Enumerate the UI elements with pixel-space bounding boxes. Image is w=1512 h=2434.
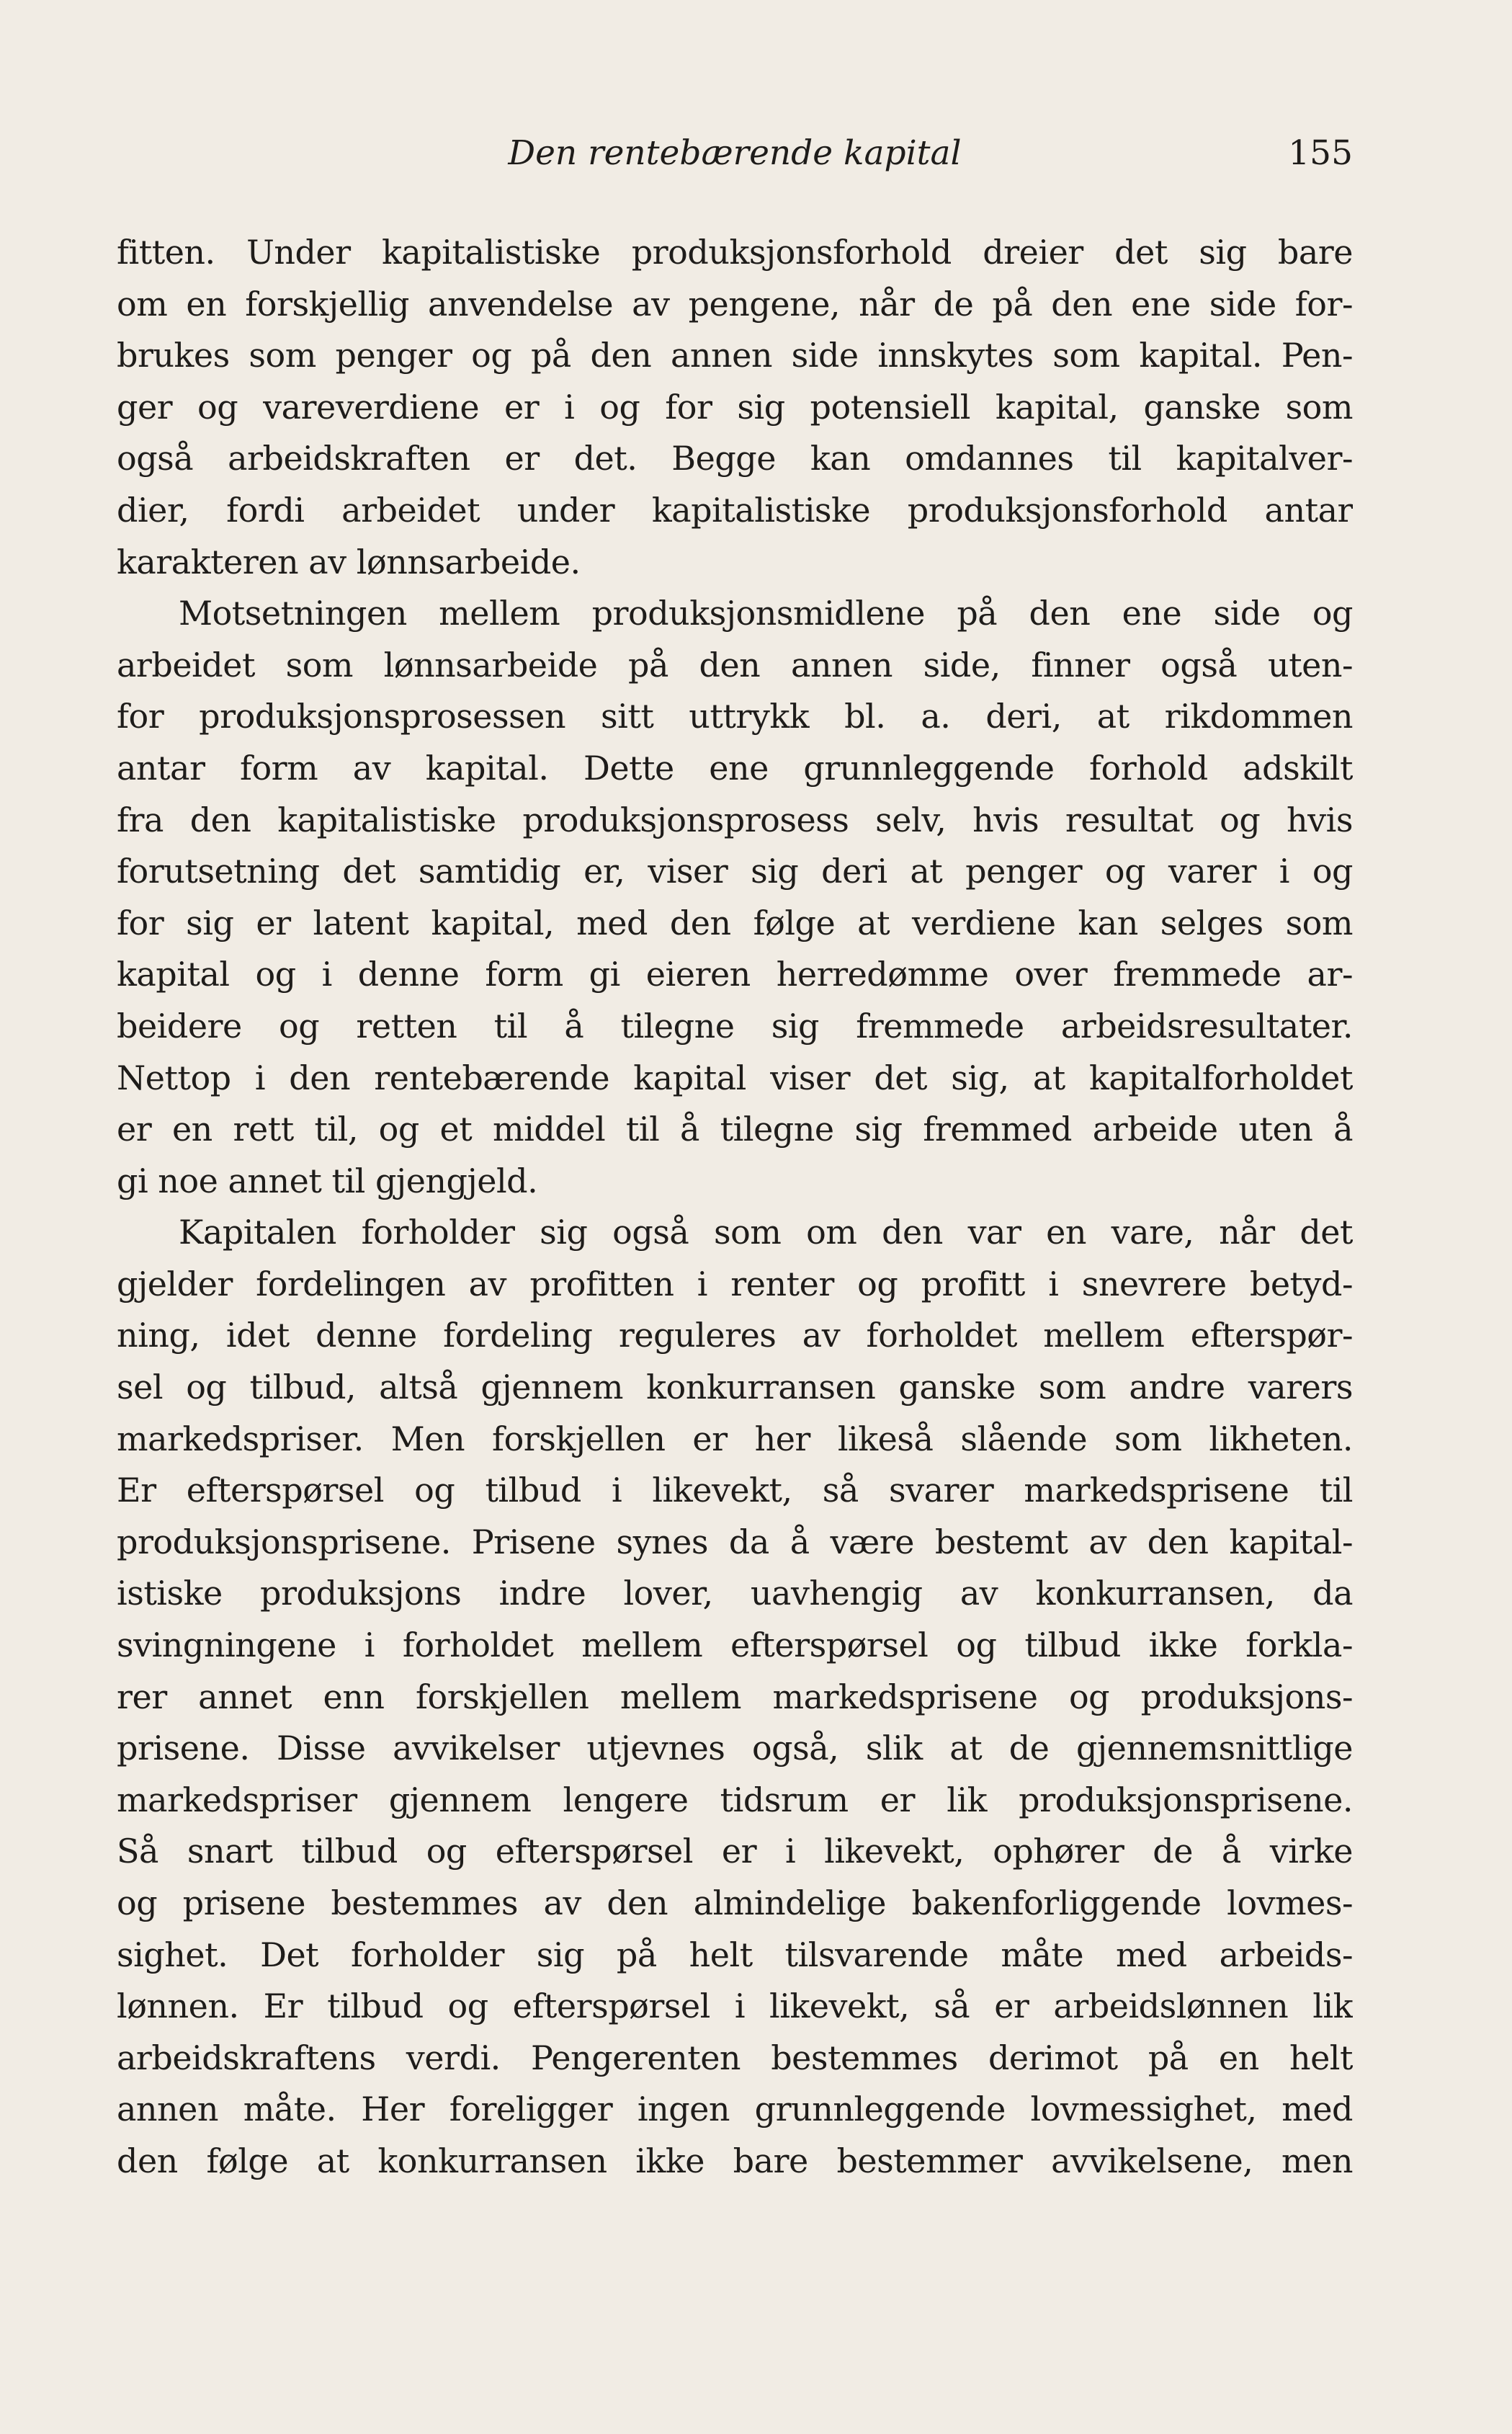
text-line: Kapitalen forholder sig også som om den var en vare, når det: [179, 1213, 1353, 1252]
text-line: Så snart tilbud og efterspørsel er i likevekt, ophører de å virke: [117, 1832, 1353, 1871]
text-line: kapital og i denne form gi eieren herredømme over fremmede ar-: [117, 955, 1353, 994]
body-text: [117, 227, 1353, 2188]
text-line: arbeidet som lønnsarbeide på den annen side, finner også uten-: [117, 645, 1353, 685]
text-line: Er efterspørsel og tilbud i likevekt, så svarer markedsprisene til: [117, 1471, 1353, 1510]
text-line: om en forskjellig anvendelse av pengene, når de på den ene side for-: [117, 284, 1353, 324]
text-line: arbeidskraftens verdi. Pengerenten bestemmes derimot på en helt: [117, 2038, 1353, 2077]
text-line: svingningene i forholdet mellem efterspørsel og tilbud ikke forkla-: [117, 1626, 1353, 1665]
text-line: annen måte. Her foreligger ingen grunnleggende lovmessighet, med: [117, 2090, 1353, 2129]
chapter-title: Den rentebærende kapital: [508, 133, 962, 173]
text-line: markedspriser gjennem lengere tidsrum er lik produksjonsprisene.: [117, 1780, 1353, 1819]
text-line: ning, idet denne fordeling reguleres av forholdet mellem efterspør-: [117, 1316, 1353, 1355]
text-line: dier, fordi arbeidet under kapitalistiske produksjonsforhold antar: [117, 490, 1353, 530]
text-line: lønnen. Er tilbud og efterspørsel i likevekt, så er arbeidslønnen lik: [117, 1987, 1353, 2026]
text-line: ger og vareverdiene er i og for sig potensiell kapital, ganske som: [117, 387, 1353, 427]
text-line: også arbeidskraften er det. Begge kan omdannes til kapitalver-: [117, 439, 1353, 478]
text-line: gi noe annet til gjengjeld.: [117, 1161, 538, 1200]
text-line: brukes som penger og på den annen side innskytes som kapital. Pen-: [117, 336, 1353, 375]
text-line: Nettop i den rentebærende kapital viser det sig, at kapitalforholdet: [117, 1058, 1353, 1097]
text-line: rer annet enn forskjellen mellem markedsprisene og produksjons-: [117, 1677, 1353, 1716]
text-line: er en rett til, og et middel til å tilegne sig fremmed arbeide uten å: [117, 1110, 1353, 1149]
text-line: fitten. Under kapitalistiske produksjonsforhold dreier det sig bare: [117, 233, 1353, 272]
text-line: for sig er latent kapital, med den følge at verdiene kan selges som: [117, 903, 1353, 942]
text-line: og prisene bestemmes av den almindelige bakenforliggende lovmes-: [117, 1884, 1353, 1922]
text-line: Motsetningen mellem produksjonsmidlene på den ene side og: [179, 594, 1353, 633]
text-line: forutsetning det samtidig er, viser sig deri at penger og varer i og: [117, 852, 1353, 891]
text-line: for produksjonsprosessen sitt uttrykk bl. a. deri, at rikdommen: [117, 697, 1353, 736]
text-line: beidere og retten til å tilegne sig fremmede arbeidsresultater.: [117, 1006, 1353, 1046]
text-line: istiske produksjons indre lover, uavhengig av konkurransen, da: [117, 1574, 1353, 1613]
text-line: markedspriser. Men forskjellen er her likeså slående som likheten.: [117, 1419, 1353, 1458]
page-number: 155: [1288, 133, 1353, 173]
text-line: produksjonsprisene. Prisene synes da å være bestemt av den kapital-: [117, 1522, 1353, 1561]
text-line: antar form av kapital. Dette ene grunnleggende forhold adskilt: [117, 748, 1353, 788]
text-line: fra den kapitalistiske produksjonsprosess selv, hvis resultat og hvis: [117, 800, 1353, 839]
text-line: sighet. Det forholder sig på helt tilsvarende måte med arbeids-: [117, 1935, 1353, 1974]
running-header: [117, 128, 1353, 179]
text-line: sel og tilbud, altså gjennem konkurransen ganske som andre varers: [117, 1368, 1353, 1407]
text-line: den følge at konkurransen ikke bare bestemmer avvikelsene, men: [117, 2141, 1353, 2180]
text-line: gjelder fordelingen av profitten i renter og profitt i snevrere betyd-: [117, 1264, 1353, 1303]
text-line: prisene. Disse avvikelser utjevnes også, slik at de gjennemsnittlige: [117, 1729, 1353, 1768]
text-line: karakteren av lønnsarbeide.: [117, 542, 581, 581]
